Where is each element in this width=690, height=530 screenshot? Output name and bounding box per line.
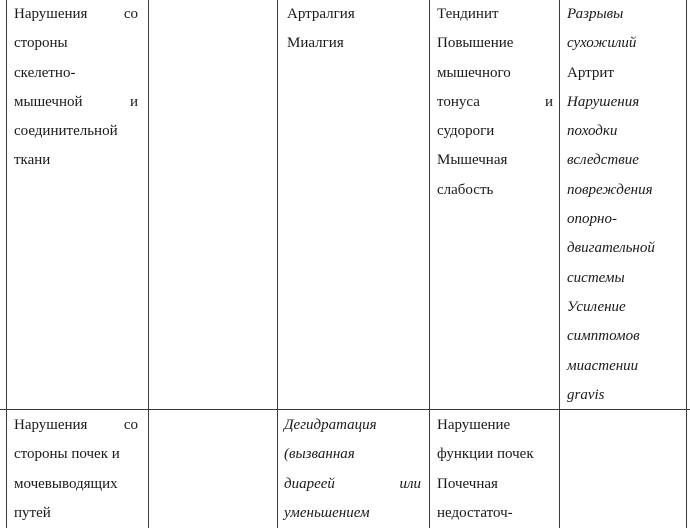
column-border-6 — [686, 0, 687, 528]
column-border-1 — [6, 0, 7, 528]
row2-col3-cell — [284, 413, 421, 530]
text-line: Почечная — [437, 475, 498, 492]
text-line: недостаточ- — [437, 504, 513, 521]
text-line: вследствие — [567, 152, 639, 169]
text-line: диареей или — [284, 475, 421, 492]
text-line: Мышечная — [437, 152, 508, 169]
row1-col5-cell — [567, 2, 683, 412]
text-line: стороны — [14, 35, 68, 52]
text-line: походки — [567, 123, 618, 140]
text-line: стороны почек и — [14, 446, 120, 463]
row1-system-cell — [14, 2, 138, 178]
text-line: Нарушения со — [14, 417, 138, 433]
column-border-5 — [559, 0, 560, 528]
text-line: тонуса и — [437, 93, 553, 110]
text-line: Миалгия — [287, 35, 344, 52]
text-line: ткани — [14, 152, 51, 169]
text-line: повреждения — [567, 181, 653, 198]
text-line: миастении — [567, 357, 639, 374]
text-line: уменьшением — [284, 504, 370, 521]
text-line: мышечной и — [14, 93, 138, 110]
text-line: Нарушения — [567, 93, 640, 110]
text-line: Нарушение — [437, 417, 511, 433]
text-line: Тендинит — [437, 6, 499, 22]
text-line: Артралгия — [287, 6, 355, 22]
text-line: путей — [14, 504, 51, 521]
text-line: двигательной — [567, 240, 655, 257]
text-line: функции почек — [437, 446, 534, 463]
row1-col4-cell — [437, 2, 553, 207]
text-line: gravis — [567, 386, 605, 403]
text-line: Усиление — [567, 298, 626, 315]
column-border-2 — [148, 0, 149, 528]
text-line: системы — [567, 269, 625, 286]
text-line: слабость — [437, 181, 494, 198]
text-line: опорно- — [567, 211, 617, 228]
text-line: соединительной — [14, 123, 118, 140]
text-line: мочевыводящих — [14, 475, 118, 492]
text-line: Артрит — [567, 64, 614, 81]
text-line: Дегидратация — [284, 417, 377, 433]
column-border-4 — [429, 0, 430, 528]
row2-system-cell — [14, 413, 138, 530]
text-line: сухожилий — [567, 35, 637, 52]
text-line: скелетно- — [14, 64, 76, 81]
row2-col4-cell — [437, 413, 553, 530]
row1-col3-cell — [287, 2, 419, 61]
column-border-3 — [277, 0, 278, 528]
text-line: Разрывы — [567, 6, 624, 22]
text-line: симптомов — [567, 328, 640, 345]
text-line: мышечного — [437, 64, 511, 81]
text-line: (вызванная — [284, 446, 355, 463]
text-line: Повышение — [437, 35, 514, 52]
text-line: Нарушения со — [14, 6, 138, 22]
text-line: судороги — [437, 123, 495, 140]
